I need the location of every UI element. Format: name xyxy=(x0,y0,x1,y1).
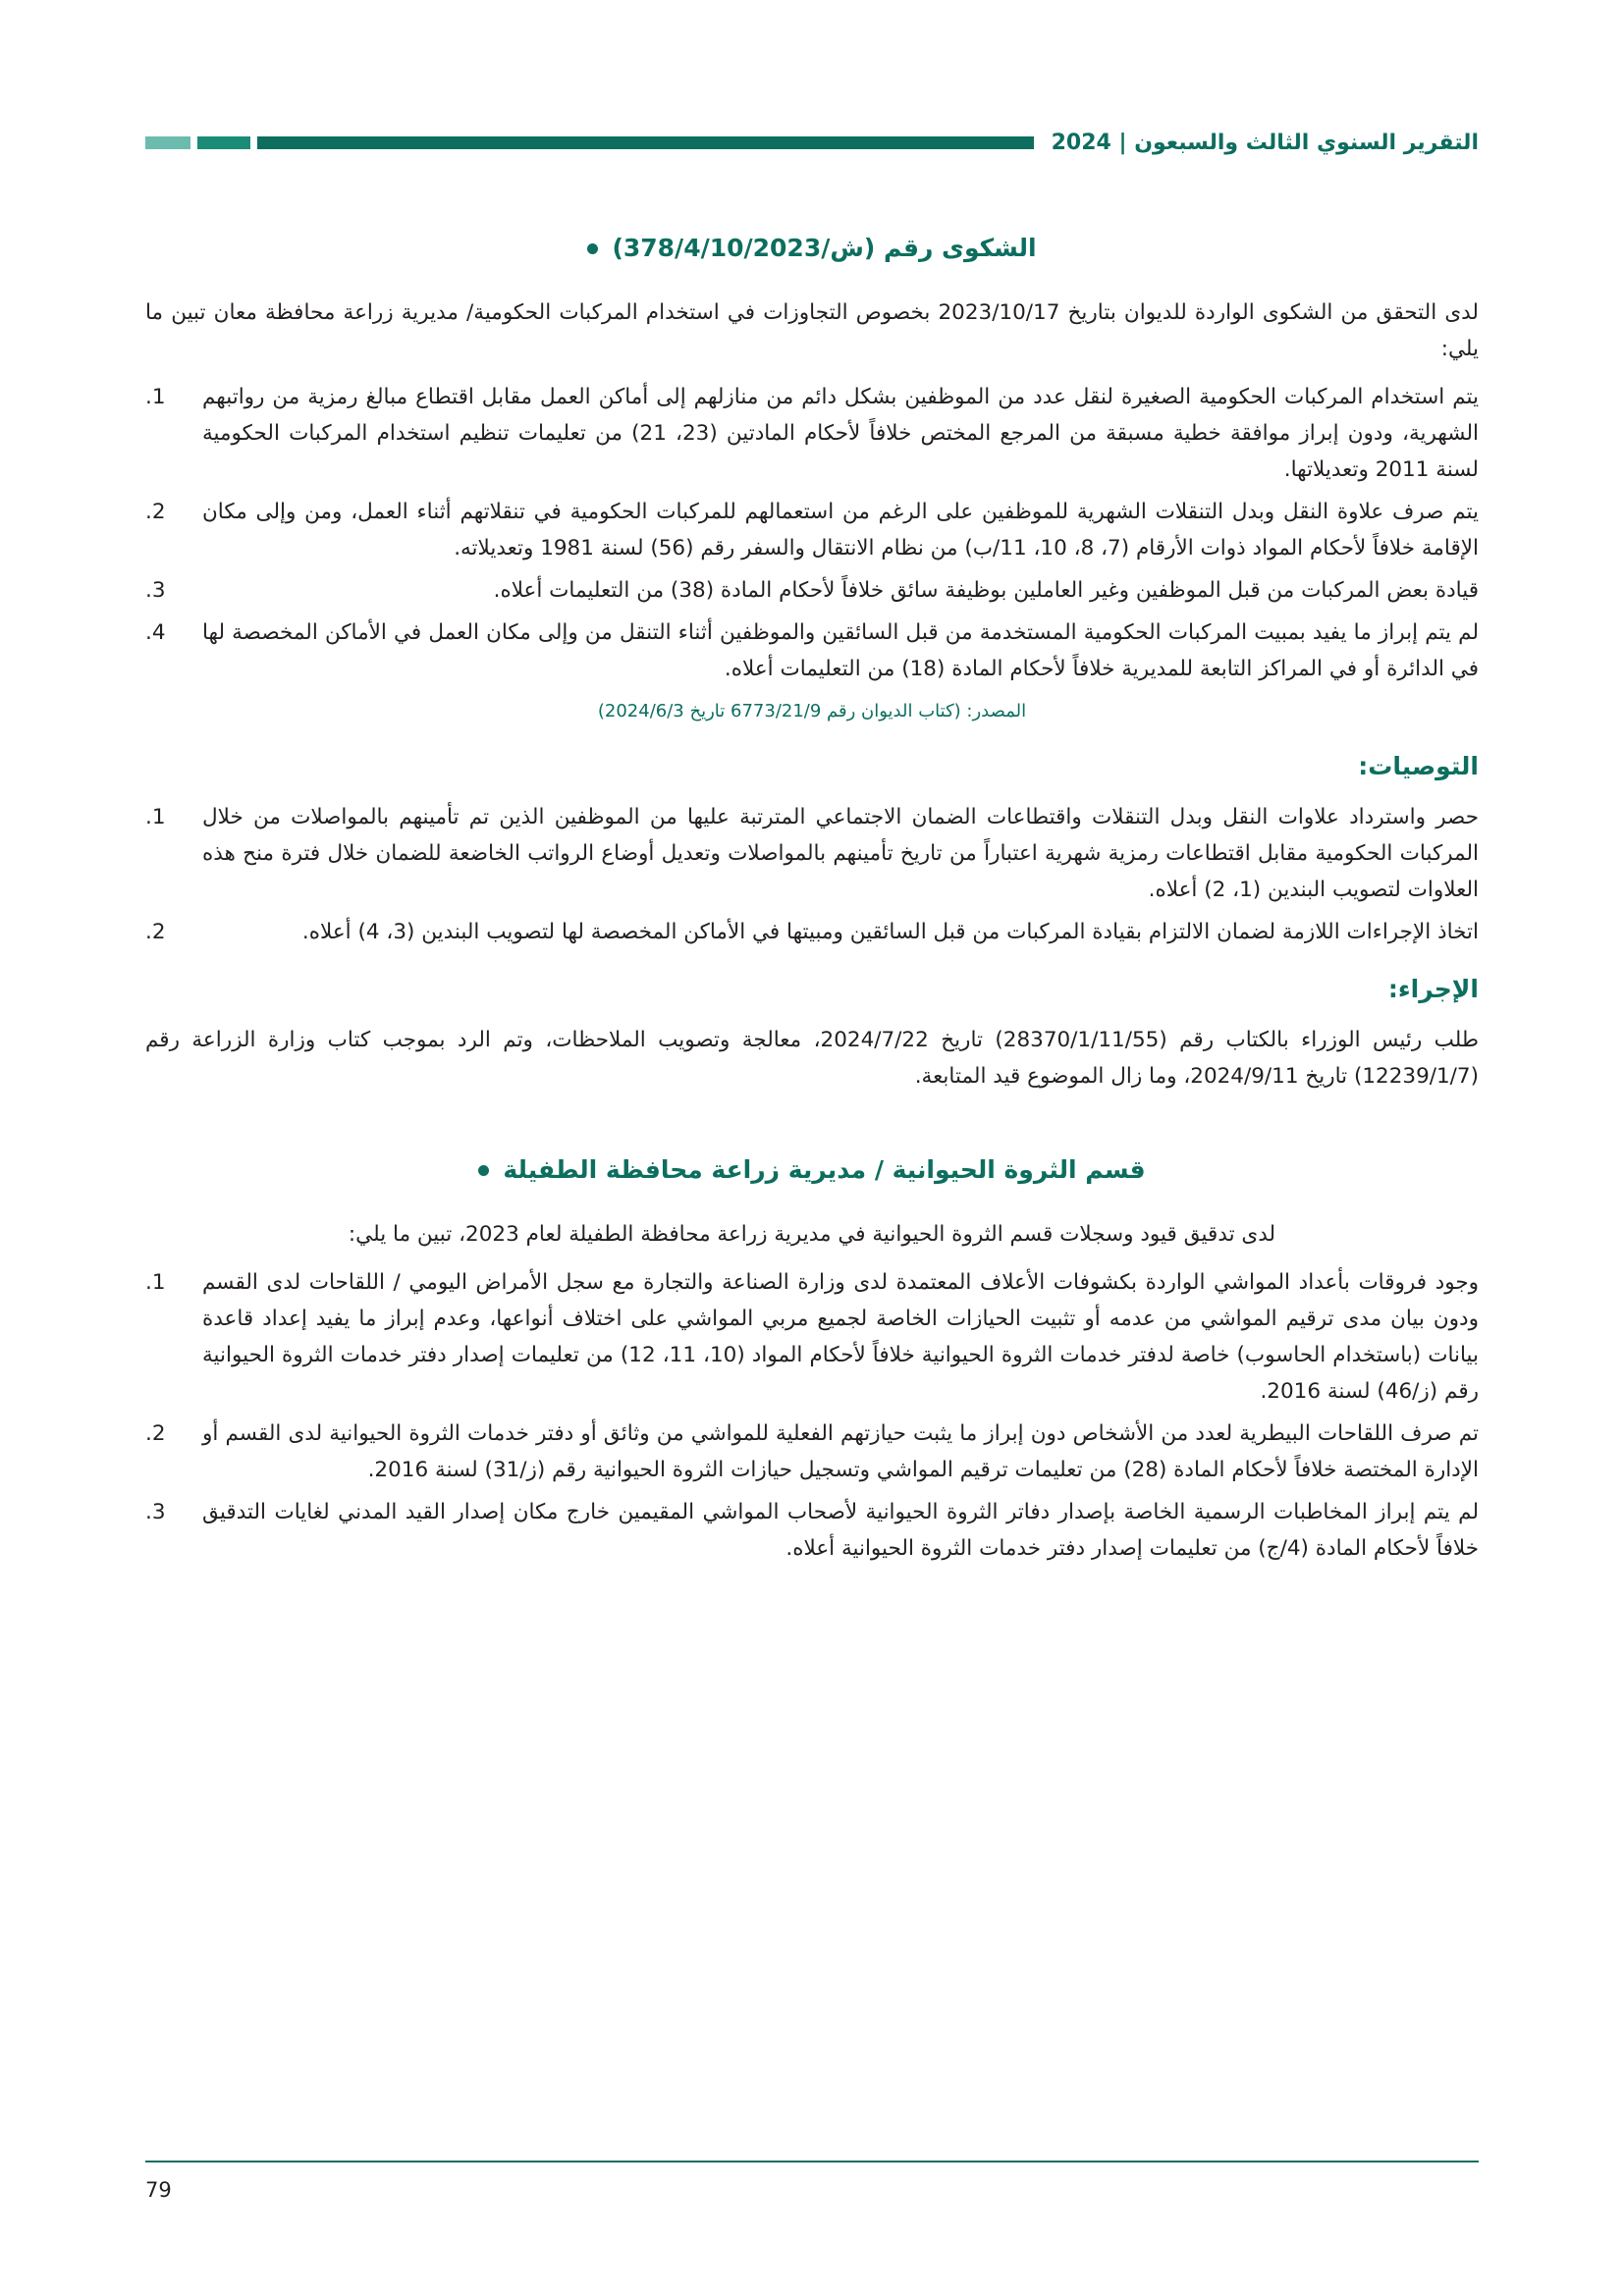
list-item xyxy=(145,1495,1479,1568)
list-item xyxy=(145,615,1479,688)
list-item xyxy=(145,1265,1479,1411)
livestock-intro: لدى تدقيق قيود وسجلات قسم الثروة الحيوانية في مديرية زراعة محافظة الطفيلة لعام 2023، تبين ما يلي: xyxy=(348,1221,1276,1247)
list-item-number: 2. xyxy=(145,919,166,944)
list-item-number: 2. xyxy=(145,1420,166,1446)
list-item-number: 1. xyxy=(145,385,166,410)
complaint-heading-text: الشكوى رقم (ش/378/4/10/2023) xyxy=(612,234,1037,262)
list-item-text: حصر واسترداد علاوات النقل وبدل التنقلات واقتطاعات الضمان الاجتماعي المترتبة عليها من الموظفين الذين تم تأمينهم بالمواصلات من خلال المركبات الحكومية مقابل اقتطاعات رمزية شهرية اعتباراً من تاريخ تأمينهم بالمواصلات وتعديل أوضاع الرواتب الخاضعة للضمان خلال فترة منح هذه العلاوات لتصويب البندين (1، 2) أعلاه. xyxy=(202,804,1479,902)
header-title: التقرير السنوي الثالث والسبعون | 2024 xyxy=(1051,130,1479,155)
list-item-text: يتم استخدام المركبات الحكومية الصغيرة لنقل عدد من الموظفين بشكل دائم من منازلهم إلى أماكن العمل مقابل اقتطاع مبالغ رمزية من رواتبهم الشهرية، ودون إبراز موافقة خطية مسبقة من المرجع المختص خلافاً لأحكام المادتين (23، 21) من تعليمات تنظيم استخدام المركبات الحكومية لسنة 2011 وتعديلاتها. xyxy=(202,385,1479,483)
list-item-text: قيادة بعض المركبات من قبل الموظفين وغير العاملين بوظيفة سائق خلافاً لأحكام المادة (38) من التعليمات أعلاه. xyxy=(493,578,1479,604)
list-item-text: وجود فروقات بأعداد المواشي الواردة بكشوفات الأعلاف المعتمدة لدى وزارة الصناعة والتجارة مع سجل الأمراض اليومي / اللقاحات لدى القسم ودون بيان مدى ترقيم المواشي من عدمه أو تثبيت الحيازات الخاصة لجميع مربي المواشي على اختلاف أنواعها، وعدم إبراز ما يفيد إعداد قاعدة بيانات (باستخدام الحاسوب) خاصة لدفتر خدمات الثروة الحيوانية خلافاً لأحكام المواد (10، 11، 12) من تعليمات إصدار دفتر خدمات الثروة الحيوانية رقم (ز/46) لسنة 2016. xyxy=(202,1269,1480,1404)
bullet-dot-icon xyxy=(478,1165,489,1176)
list-item xyxy=(145,915,1479,951)
source-citation: المصدر: (كتاب الديوان رقم 6773/21/9 تاريخ 2024/6/3) xyxy=(597,700,1027,721)
list-item-text: تم صرف اللقاحات البيطرية لعدد من الأشخاص دون إبراز ما يثبت حيازتهم الفعلية للمواشي من وثائق أو دفتر خدمات الثروة الحيوانية لدى القسم أو الإدارة المختصة خلافاً لأحكام المادة (28) من تعليمات ترقيم المواشي وتسجيل حيازات الثروة الحيوانية رقم (ز/31) لسنة 2016. xyxy=(202,1420,1479,1482)
list-item xyxy=(145,573,1479,610)
recommendations-list xyxy=(145,800,1479,951)
list-item-text: اتخاذ الإجراءات اللازمة لضمان الالتزام بقيادة المركبات من قبل السائقين ومبيتها في الأماكن المخصصة لها لتصويب البندين (3، 4) أعلاه. xyxy=(301,919,1479,944)
recommendations-title: التوصيات: xyxy=(1358,751,1479,780)
header-decorative-rule xyxy=(145,136,1034,149)
action-title: الإجراء: xyxy=(1387,974,1479,1003)
complaint-findings-list xyxy=(145,380,1479,688)
livestock-heading-text: قسم الثروة الحيوانية / مديرية زراعة محافظة الطفيلة xyxy=(503,1154,1146,1184)
action-text: طلب رئيس الوزراء بالكتاب رقم (28370/1/11/55) تاريخ 2024/7/22، معالجة وتصويب الملاحظات، وتم الرد بموجب كتاب وزارة الزراعة رقم (12239/1/7) تاريخ 2024/9/11، وما زال الموضوع قيد المتابعة. xyxy=(145,1027,1480,1089)
bullet-dot-icon xyxy=(587,243,598,254)
list-item-number: 1. xyxy=(145,1269,166,1295)
page-number: 79 xyxy=(145,2178,172,2202)
footer-rule xyxy=(145,2161,1479,2163)
page-footer xyxy=(145,2161,1479,2202)
header-bar-long xyxy=(257,136,1034,149)
header-bar-short xyxy=(145,136,190,149)
list-item-number: 2. xyxy=(145,500,166,525)
list-item-number: 3. xyxy=(145,1499,166,1524)
list-item-number: 1. xyxy=(145,804,166,829)
list-item-text: لم يتم إبراز ما يفيد بمبيت المركبات الحكومية المستخدمة من قبل السائقين والموظفين أثناء التنقل من وإلى مكان العمل في الأماكن المخصصة لها في الدائرة أو في المراكز التابعة للمديرية خلافاً لأحكام المادة (18) من التعليمات أعلاه. xyxy=(202,620,1479,681)
list-item-text: لم يتم إبراز المخاطبات الرسمية الخاصة بإصدار دفاتر الثروة الحيوانية لأصحاب المواشي المقيمين خارج مكان إصدار القيد المدني لغايات التدقيق خلافاً لأحكام المادة (4/ج) من تعليمات إصدار دفتر خدمات الثروة الحيوانية أعلاه. xyxy=(202,1499,1479,1561)
complaint-heading xyxy=(145,231,1479,266)
page-header xyxy=(145,126,1479,159)
header-bar-mid xyxy=(197,136,250,149)
list-item-number: 4. xyxy=(145,620,166,645)
page-content xyxy=(145,231,1479,1577)
list-item xyxy=(145,800,1479,909)
list-item xyxy=(145,1416,1479,1489)
list-item xyxy=(145,380,1479,489)
list-item xyxy=(145,495,1479,567)
complaint-intro: لدى التحقق من الشكوى الواردة للديوان بتاريخ 2023/10/17 بخصوص التجاوزات في استخدام المركبات الحكومية/ مديرية زراعة محافظة معان تبين ما يلي: xyxy=(145,300,1479,362)
livestock-findings-list xyxy=(145,1265,1479,1568)
livestock-heading xyxy=(145,1152,1479,1188)
list-item-number: 3. xyxy=(145,578,166,604)
list-item-text: يتم صرف علاوة النقل وبدل التنقلات الشهرية للموظفين على الرغم من استعمالهم للمركبات الحكومية في تنقلاتهم أثناء العمل، ومن وإلى مكان الإقامة خلافاً لأحكام المواد ذوات الأرقام (7، 8، 10، 11/ب) من نظام الانتقال والسفر رقم (56) لسنة 1981 وتعديلاته. xyxy=(202,500,1479,561)
